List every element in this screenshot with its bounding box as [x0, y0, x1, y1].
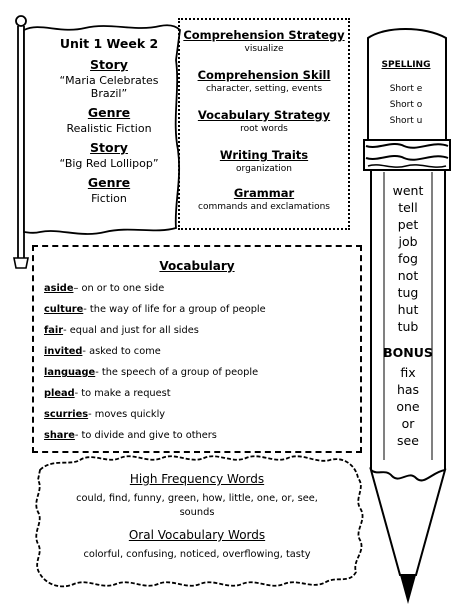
strategy-block	[180, 68, 348, 94]
hf-title: High Frequency Words	[129, 472, 265, 486]
vocab-word: aside	[44, 283, 74, 294]
oral-vocab-title: Oral Vocabulary Words	[128, 528, 266, 542]
story-title-1: “Maria Celebrates Brazil”	[59, 74, 159, 100]
vocabulary-title: Vocabulary	[159, 259, 235, 273]
spelling-word: job	[398, 234, 418, 249]
spelling-word: or	[401, 416, 415, 431]
strategy-block	[180, 186, 348, 212]
vocab-word: language	[44, 367, 96, 378]
vocab-word: share	[44, 430, 75, 441]
spelling-word: not	[397, 268, 419, 283]
bonus-label: BONUS	[383, 345, 433, 360]
spelling-word: fix	[400, 365, 416, 380]
strategy-block	[180, 148, 348, 174]
spelling-word: tell	[398, 200, 418, 215]
spelling-word: one	[396, 399, 420, 414]
spelling-word: pet	[397, 217, 419, 232]
vocab-definition: - to divide and give to others	[74, 430, 217, 441]
genre-value-1: Realistic Fiction	[66, 122, 152, 135]
spelling-word: tub	[397, 319, 419, 334]
story-heading-1: Story	[90, 57, 128, 72]
vocab-entry	[44, 346, 161, 357]
unit-title: Unit 1 Week 2	[59, 36, 159, 51]
genre-value-2: Fiction	[91, 192, 127, 205]
spelling-word: went	[392, 183, 424, 198]
story-title-2: “Big Red Lollipop”	[59, 157, 159, 170]
vocab-entry	[44, 367, 258, 378]
strategy-block	[180, 28, 348, 54]
vocab-entry	[44, 430, 217, 441]
vocab-entry	[44, 304, 266, 315]
vocab-definition: - the speech of a group of people	[95, 367, 259, 378]
vocab-definition: - equal and just for all sides	[63, 325, 199, 336]
story-heading-2: Story	[90, 140, 128, 155]
spelling-word: hut	[397, 302, 419, 317]
strategy-heading: Vocabulary Strategy	[197, 108, 331, 122]
spelling-pattern: Short e	[389, 84, 423, 94]
oral-vocab-words: colorful, confusing, noticed, overflowing, tasty	[83, 549, 311, 560]
vocab-definition: – on or to one side	[73, 283, 165, 294]
spelling-word: has	[396, 382, 420, 397]
vocab-definition: - asked to come	[82, 346, 161, 357]
vocab-definition: - the way of life for a group of people	[83, 304, 266, 315]
high-frequency-section	[36, 460, 358, 562]
vocab-word: scurries	[44, 409, 89, 420]
vocab-entry	[44, 388, 171, 399]
spelling-label: SPELLING	[381, 60, 431, 70]
vocab-definition: - moves quickly	[88, 409, 166, 420]
strategy-value: root words	[240, 124, 288, 134]
strategy-heading: Comprehension Strategy	[183, 28, 345, 42]
spelling-word: fog	[398, 251, 418, 266]
spelling-pattern: Short u	[389, 116, 423, 126]
strategy-value: character, setting, events	[205, 84, 323, 94]
vocab-word: invited	[44, 346, 83, 357]
strategy-heading: Comprehension Skill	[197, 68, 331, 82]
strategies-box	[178, 18, 350, 230]
vocab-word: culture	[44, 304, 84, 315]
vocab-word: fair	[44, 325, 64, 336]
vocab-definition: - to make a request	[74, 388, 171, 399]
spelling-word: see	[397, 433, 419, 448]
hf-words-line1: could, find, funny, green, how, little, one, or, see,	[76, 493, 318, 504]
strategy-heading: Writing Traits	[219, 148, 309, 162]
genre-heading-1: Genre	[87, 105, 131, 120]
vocab-word: plead	[44, 388, 75, 399]
strategy-block	[180, 108, 348, 134]
strategy-value: commands and exclamations	[198, 202, 330, 212]
genre-heading-2: Genre	[87, 175, 131, 190]
spelling-word: tug	[397, 285, 419, 300]
vocab-entry	[44, 283, 164, 294]
strategy-value: organization	[236, 164, 292, 174]
hf-words-line2: sounds	[179, 507, 215, 518]
vocab-entry	[44, 409, 165, 420]
unit-info	[46, 36, 172, 205]
vocabulary-box	[32, 245, 362, 453]
strategy-heading: Grammar	[233, 186, 295, 200]
spelling-pattern: Short o	[389, 100, 423, 110]
strategy-value: visualize	[244, 44, 284, 54]
vocab-entry	[44, 325, 199, 336]
